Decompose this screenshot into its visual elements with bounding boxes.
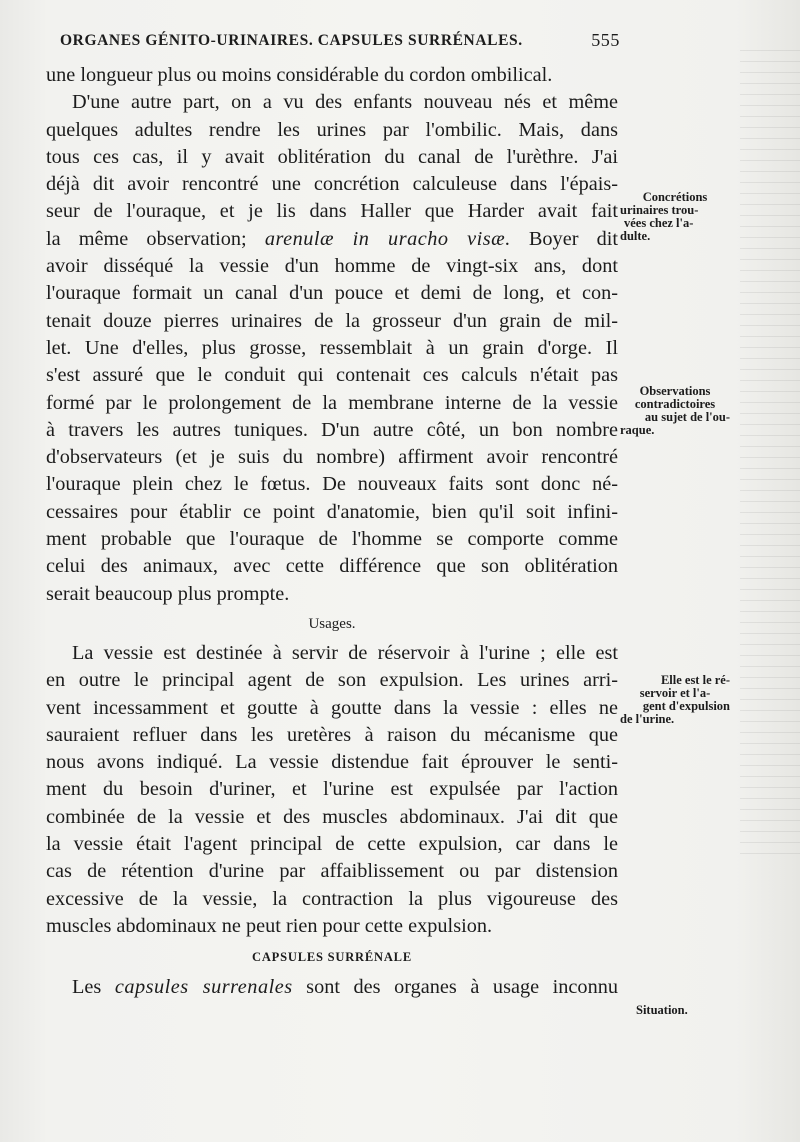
text-line: d'observateurs (et je suis du nombre) affirment avoir rencontré: [46, 446, 618, 469]
text-line: nous avons indiqué. La vessie distendue fait éprouver le senti-: [46, 751, 618, 774]
text-line: cessaires pour établir ce point d'anatomie, bien qu'il soit infini-: [46, 500, 618, 523]
text-line: [46, 226, 618, 253]
main-text: [46, 62, 618, 1002]
note-line: Concrétions: [642, 190, 708, 204]
text-run: Les: [72, 976, 115, 999]
note-line: urinaires trou-: [620, 203, 699, 217]
text-line: tous ces cas, il y avait oblitération du canal de l'urèthre. J'ai: [46, 145, 618, 168]
note-line: dulte.: [620, 229, 651, 243]
text-line: seur de l'ouraque, et je lis dans Haller que Harder avait fait: [46, 200, 618, 223]
text-line: La vessie est destinée à servir de réservoir à l'urine ; elle est: [72, 641, 618, 664]
text-line: à travers les autres tuniques. D'un autre côté, un bon nombre: [46, 418, 618, 441]
running-title: ORGANES GÉNITO-URINAIRES. CAPSULES SURRÉNALES.: [60, 32, 523, 49]
text-run: la même observation;: [46, 227, 265, 250]
text-line: let. Une d'elles, plus grosse, ressemblait à un grain d'orge. Il: [46, 336, 618, 359]
note-line: Situation.: [636, 1003, 688, 1017]
text-line: D'une autre part, on a vu des enfants nouveau nés et même: [72, 91, 618, 114]
text-line: l'ouraque formait un canal d'un pouce et demi de long, et con-: [46, 282, 618, 305]
text-line: ment probable que l'ouraque de l'homme se comporte comme: [46, 528, 618, 551]
margin-note-reservoir: [620, 674, 730, 726]
text-line: ment du besoin d'uriner, et l'urine est expulsée par l'action: [46, 778, 618, 801]
section-heading-usages: Usages.: [308, 615, 356, 632]
text-line: quelques adultes rendre les urines par l'ombilic. Mais, dans: [46, 118, 618, 141]
text-line: l'ouraque plein chez le fœtus. De nouveaux faits sont donc né-: [46, 473, 618, 496]
text-line: serait beaucoup plus prompte.: [46, 582, 290, 605]
text-line: une longueur plus ou moins considérable du cordon ombilical.: [46, 64, 553, 86]
note-line: contradictoires: [634, 397, 716, 411]
text-run: sont des organes à usage inconnu: [292, 976, 618, 999]
note-line: Observations: [639, 384, 711, 398]
text-line: la vessie était l'agent principal de cette expulsion, car dans le: [46, 833, 618, 856]
text-line: déjà dit avoir rencontré une concrétion calculeuse dans l'épais-: [46, 173, 618, 196]
text-line: formé par le prolongement de la membrane interne de la vessie: [46, 391, 618, 414]
text-run: Boyer dit: [510, 227, 618, 250]
margin-note-concretions: [620, 191, 730, 243]
text-line: sauraient refluer dans les uretères à raison du mécanisme que: [46, 723, 618, 746]
note-line: au sujet de l'ou-: [644, 410, 730, 424]
page-number: 555: [591, 30, 620, 50]
text-line: tenait douze pierres urinaires de la grosseur d'un grain de mil-: [46, 309, 618, 332]
text-line: celui des animaux, avec cette différence que son oblitération: [46, 555, 618, 578]
margin-note-observations: [620, 385, 730, 437]
text-line: avoir disséqué la vessie d'un homme de vingt-six ans, dont: [46, 255, 618, 278]
show-through-margin: [740, 40, 800, 860]
text-line: muscles abdominaux ne peut rien pour cette expulsion.: [46, 914, 493, 937]
note-line: Elle est le ré-: [660, 673, 730, 687]
note-line: gent d'expulsion: [642, 699, 730, 713]
text-line: cas de rétention d'urine par affaiblissement ou par distension: [46, 860, 618, 883]
note-line: raque.: [620, 423, 655, 437]
text-line: [46, 974, 618, 1001]
text-line: en outre le principal agent de son expulsion. Les urines arri-: [46, 669, 618, 692]
margin-note-situation: [620, 1004, 730, 1017]
latin-quote: arenulæ in uracho visæ.: [264, 227, 511, 250]
note-line: vées chez l'a-: [624, 216, 694, 230]
text-line: s'est assuré que le conduit qui contenait ces calculs n'était pas: [46, 364, 618, 387]
text-line: excessive de la vessie, la contraction la plus vigoureuse des: [46, 887, 618, 910]
italic-term: capsules surrenales: [114, 976, 293, 999]
text-line: combinée de la vessie et des muscles abdominaux. J'ai dit que: [46, 805, 618, 828]
section-heading-capsules: CAPSULES SURRÉNALE: [252, 950, 412, 965]
note-line: de l'urine.: [620, 712, 675, 726]
text-line: vent incessamment et goutte à goutte dans la vessie : elles ne: [46, 696, 618, 719]
note-line: servoir et l'a-: [639, 686, 711, 700]
